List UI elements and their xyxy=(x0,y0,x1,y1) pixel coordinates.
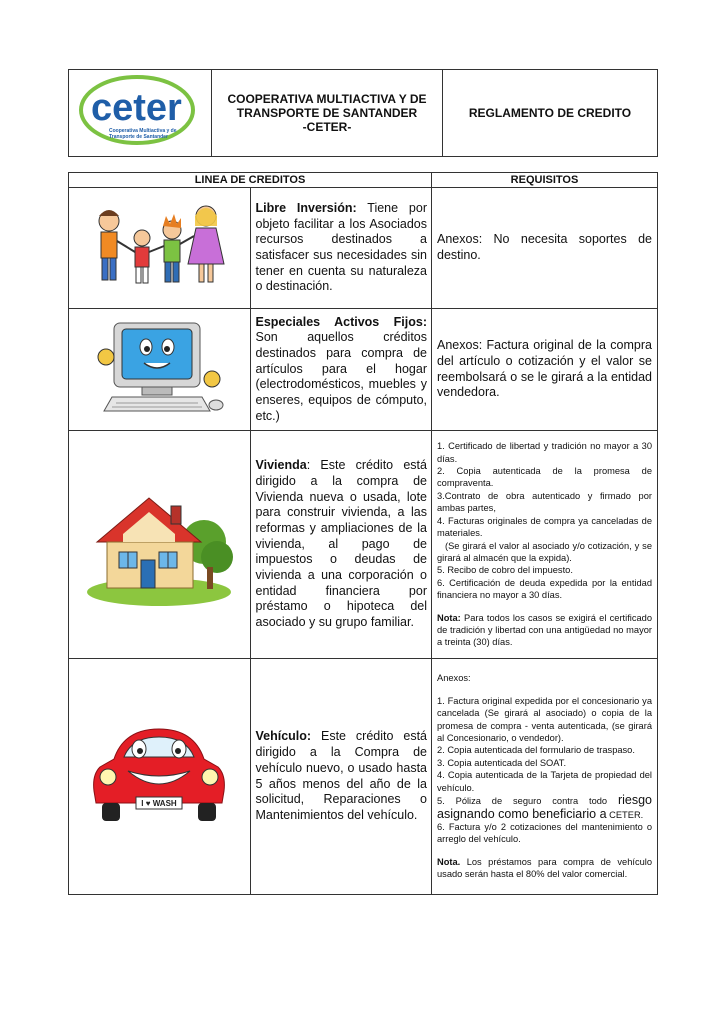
header-table xyxy=(68,69,658,157)
org-title-line3: -CETER- xyxy=(302,120,352,134)
image-cell xyxy=(69,431,251,659)
credit-line-description: Libre Inversión: Tiene por objeto facilitar a los Asociados recursos destinados a satisfacer sus necesidades sin tener en cuenta su naturaleza o destinación. xyxy=(250,188,432,309)
house-illustration xyxy=(79,472,239,612)
note: Nota. Los préstamos para compra de vehículo usado serán hasta el 80% del valor comercial. xyxy=(437,856,652,880)
col-header-lines: LINEA DE CREDITOS xyxy=(69,173,432,188)
org-title-line1: COOPERATIVA MULTIACTIVA Y DE xyxy=(227,92,427,106)
org-title-line2: TRANSPORTE DE SANTANDER xyxy=(236,106,418,120)
logo-wordmark: ceter xyxy=(91,86,182,129)
credit-line-name: Vehículo: xyxy=(255,729,312,744)
credit-lines-table xyxy=(68,172,658,895)
plate-text: I ♥ WASH xyxy=(141,799,177,808)
table-row xyxy=(69,431,658,659)
doc-title-cell xyxy=(443,70,658,157)
car-illustration xyxy=(84,719,234,829)
note: Nota: Para todos los casos se exigirá el certificado de tradición y libertad con una antigüedad no mayor a treinta (30) días. xyxy=(437,612,652,648)
doc-title: REGLAMENTO DE CREDITO xyxy=(468,106,632,120)
table-header-row xyxy=(69,173,658,188)
col-header-requirements: REQUISITOS xyxy=(432,173,658,188)
requirements-cell: Anexos: Factura original de la compra del artículo o cotización y el valor se reembolsará o se le girará a la entidad vendedora. xyxy=(432,309,658,431)
computer-illustration xyxy=(84,317,234,417)
requirements-cell: 1. Certificado de libertad y tradición no mayor a 30 días. 2. Copia autenticada de la promesa de compraventa. 3.Contrato de obra autenticado y firmado por ambas partes, 4. Facturas originales de compra ya canceladas de materiales. (Se girará el valor al asociado y/o cotización, y se girará al almacén que la expida). 5. Recibo de cobro del impuesto. 6. Certificación de deuda expedida por la entidad financiera no mayor a 30 días. Nota: Para todos los casos se exigirá el certificado de tradición y libertad con una antigüedad no mayor a treinta (30) días. xyxy=(432,431,658,659)
table-row xyxy=(69,188,658,309)
requirements-cell: Anexos: 1. Factura original expedida por el concesionario ya cancelada (Se girará al asociado) o copia de la promesa de compra - venta autenticada, (se girará al Concesionario, o vendedor). 2. Copia autenticada del formulario de traspaso. 3. Copia autenticada del SOAT. 4. Copia autenticada de la Tarjeta de propiedad del vehículo. 5. Póliza de seguro contra todo riesgo asignando como beneficiario a CETER. 6. Factura y/o 2 cotizaciones del mantenimiento o arreglo del vehículo. Nota. Los préstamos para compra de vehículo usado serán hasta el 80% del valor comercial. xyxy=(432,659,658,895)
logo-cell xyxy=(69,70,212,157)
org-title-cell xyxy=(212,70,443,157)
table-row xyxy=(69,309,658,431)
credit-line-description: Especiales Activos Fijos: Son aquellos créditos destinados para compra de artículos para el hogar (electrodomésticos, muebles y enseres, equipos de cómputo, etc.) xyxy=(250,309,432,431)
image-cell xyxy=(69,309,251,431)
credit-line-name: Especiales Activos Fijos: xyxy=(255,314,427,329)
credit-line-description: Vehículo: Este crédito está dirigido a la Compra de vehículo nuevo, o usado hasta 5 años menos del año de la solicitud, Reparaciones o Mantenimientos del vehículo. xyxy=(250,659,432,895)
svg-text:Transporte de Santander: Transporte de Santander xyxy=(109,133,168,140)
credit-line-description: Vivienda: Este crédito está dirigido a la compra de Vivienda nueva o usada, lote para construir vivienda, a las reformas y ampliaciones de la vivienda, al pago de impuestos o deudas de vivienda a una corporación o entidad financiera por préstamo o hipoteca del asociado y su grupo familiar. xyxy=(250,431,432,659)
credit-line-name: Vivienda xyxy=(255,458,307,473)
image-cell xyxy=(69,659,251,895)
ceter-logo xyxy=(75,72,205,152)
image-cell xyxy=(69,188,251,309)
kids-illustration xyxy=(84,196,234,296)
svg-text:Cooperativa Multiactiva y de: Cooperativa Multiactiva y de xyxy=(109,127,177,134)
credit-line-name: Libre Inversión: xyxy=(255,200,357,215)
table-row xyxy=(69,659,658,895)
requirements-cell: Anexos: No necesita soportes de destino. xyxy=(432,188,658,309)
